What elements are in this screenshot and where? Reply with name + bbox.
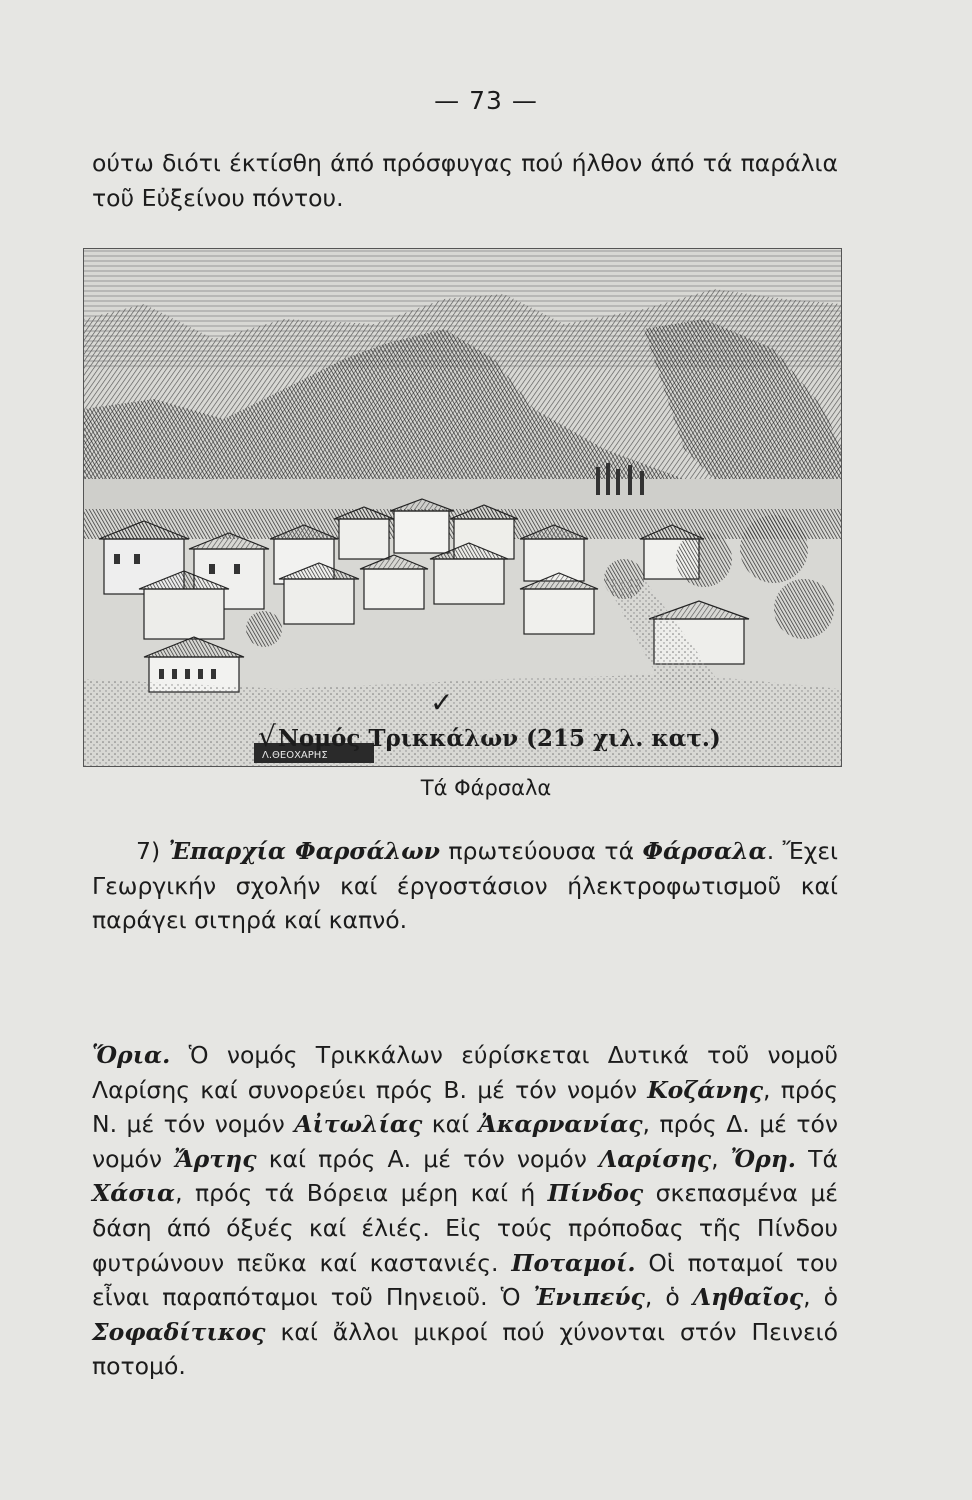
body-text: , ὁ — [803, 1283, 838, 1312]
body-text: , ὁ — [644, 1283, 693, 1312]
place-name: Ἀκαρνανίας — [478, 1110, 643, 1139]
body-text: καί ἄλλοι μικροί πού χύνονται στόν Πεινειό ποτομό. — [92, 1317, 838, 1381]
root-mark-icon: √ — [258, 720, 276, 753]
body-text: καί πρός Α. μέ τόν νομόν — [256, 1144, 600, 1173]
engraver-signature: Λ.ΘΕΟΧΑΡΗΣ — [262, 750, 328, 761]
section-heading — [258, 720, 721, 753]
eparchy-name: Ἐπαρχία Φαρσάλων — [168, 837, 440, 865]
place-name: Ἄρτης — [174, 1144, 257, 1173]
oria-label: Ὅρια. — [92, 1041, 171, 1069]
illustration-caption: Τά Φάρσαλα — [420, 776, 552, 800]
place-name: Λαρίσης — [599, 1144, 712, 1173]
body-text: καί — [422, 1110, 479, 1139]
ori-label: Ὄρη. — [730, 1144, 796, 1173]
check-mark-icon: ✓ — [430, 686, 454, 719]
farsala-text: . Ἔχει Γεωργικήν σχολήν καί έργοστάσιον ήλεκτροφωτισμοῦ καί παράγει σιτηρά καί καπνό. — [92, 837, 838, 935]
body-text: , πρός Ν. μέ τόν νομόν — [92, 1075, 838, 1139]
place-name: Κοζάνης — [647, 1075, 764, 1104]
place-name: Πίνδος — [547, 1179, 644, 1208]
river-name: Ἐνιπεύς — [533, 1283, 645, 1312]
potamoi-label: Ποταμοί. — [511, 1248, 636, 1277]
place-name: Αἰτωλίας — [294, 1110, 423, 1139]
farsala-paragraph — [92, 834, 838, 938]
town-engraving — [83, 248, 842, 767]
place-name: Χάσια — [92, 1179, 176, 1208]
page-number: — 73 — — [434, 86, 538, 115]
river-name: Ληθαῖος — [692, 1283, 804, 1312]
body-text: Οἱ ποταμοί του εἶναι παραπόταμοι τοῦ Πηνειοῦ. Ὁ — [92, 1248, 838, 1312]
farsala-text: πρωτεύουσα τά — [439, 837, 643, 865]
body-text: Ὁ νομός Τρικκάλων εύρίσκεται Δυτικά τοῦ νομοῦ Λαρίσης καί συνορεύει πρός Β. μέ τόν νομόν — [92, 1041, 838, 1104]
river-name: Σοφαδίτικος — [92, 1317, 266, 1346]
body-text: Τά — [795, 1144, 838, 1173]
intro-paragraph: ούτω διότι έκτίσθη άπό πρόσφυγας πού ήλθον άπό τά παράλια τοῦ Εὐξείνου πόντου. — [92, 149, 838, 212]
body-text: , πρός τά Βόρεια μέρη καί ή — [175, 1179, 548, 1208]
trikala-paragraph — [92, 1038, 838, 1384]
body-text: , πρός Δ. μέ τόν νομόν — [92, 1110, 838, 1173]
heading-text: Νομός Τρικκάλων (215 χιλ. κατ.) — [277, 725, 721, 752]
capital-name: Φάρσαλα — [642, 837, 767, 865]
body-text: , — [711, 1144, 719, 1173]
body-text: σκεπασμένα μέ δάση άπό όξυές καί έλιές. Εἰς τούς πρόποδας τῆς Πίνδου φυτρώνουν πεῦκα καί καστανιές. — [92, 1179, 838, 1277]
item-number: 7) — [136, 837, 161, 865]
